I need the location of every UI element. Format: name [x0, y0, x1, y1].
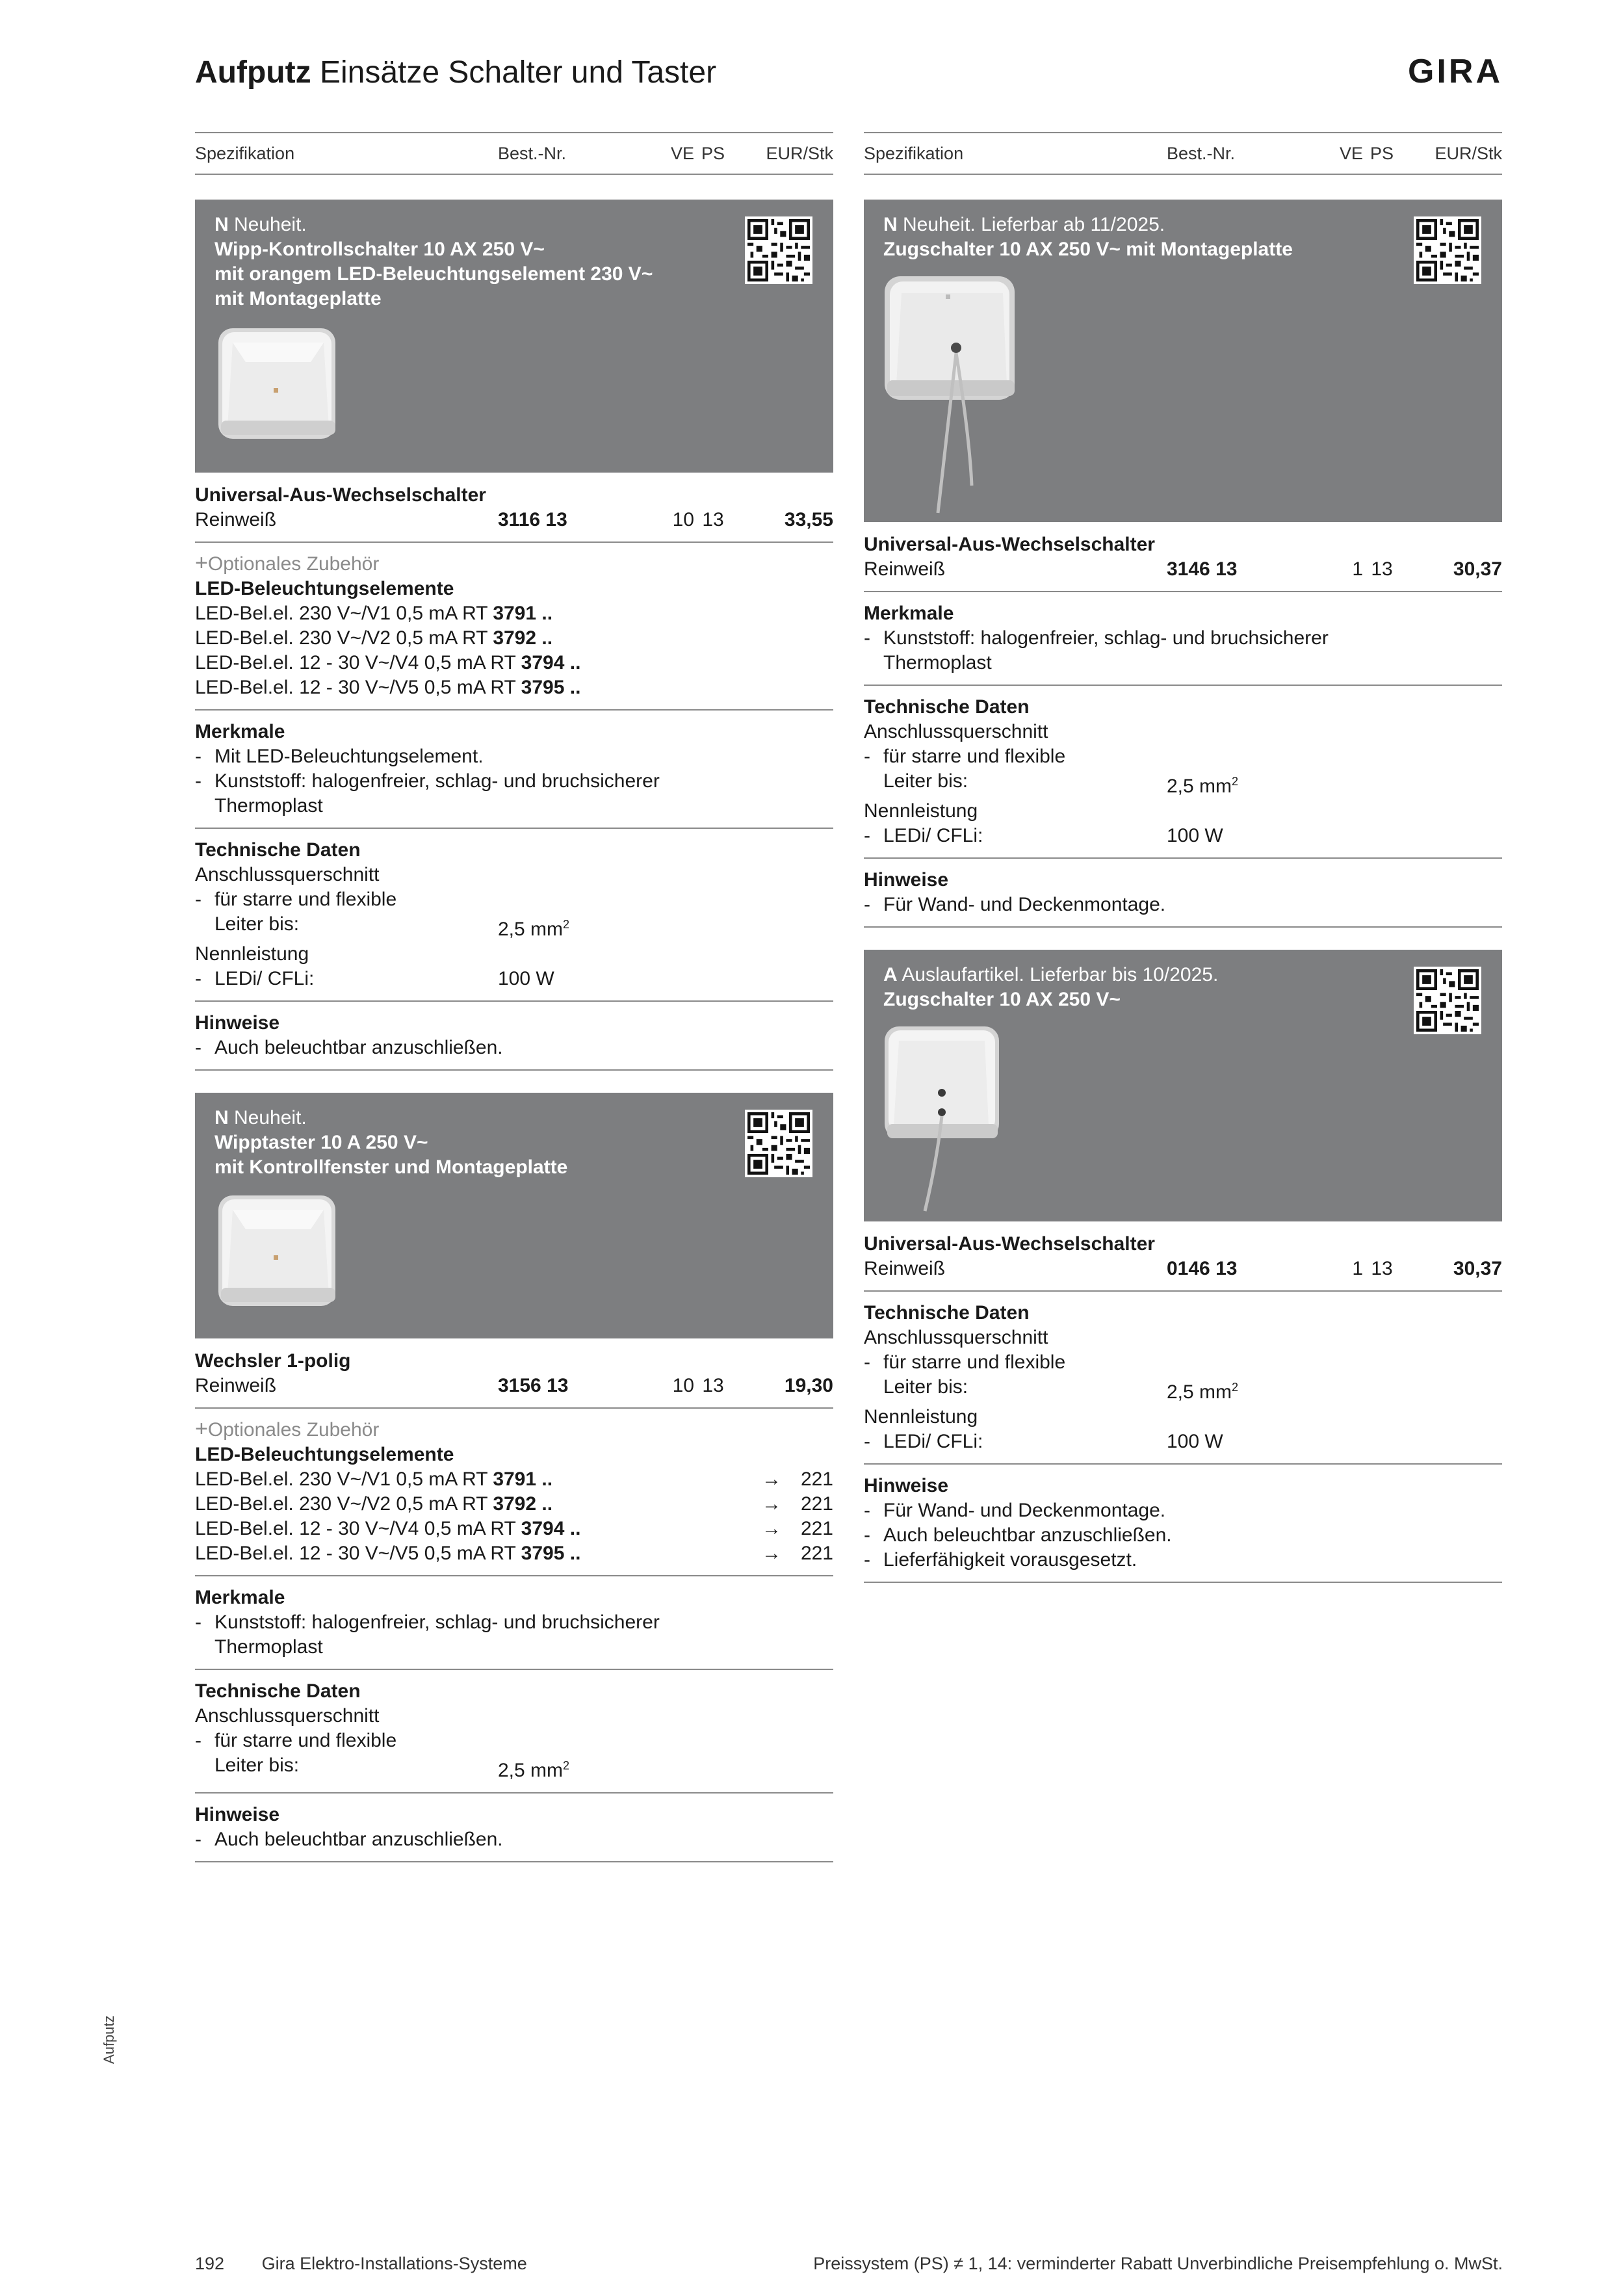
- page-ref-link[interactable]: 221: [800, 1468, 833, 1490]
- ps-value: 13: [702, 1375, 724, 1396]
- qr-code-icon[interactable]: [745, 1110, 812, 1177]
- tech-section: [195, 1670, 833, 1794]
- notes-section: [864, 1465, 1502, 1583]
- accessory-code: 3791 ..: [493, 1468, 553, 1490]
- optional-label-text: Optionales Zubehör: [207, 553, 380, 575]
- notes-section: [195, 1002, 833, 1071]
- feature-item: - Kunststoff: halogenfreier, schlag- und bruchsicherer: [864, 626, 1502, 651]
- page-title-rest: Einsätze Schalter und Taster: [319, 55, 717, 90]
- accessory-code: 3795 ..: [521, 1543, 581, 1564]
- feature-text: Thermoplast: [214, 1636, 323, 1658]
- page-number: 192: [195, 2254, 225, 2273]
- price: 30,37: [1453, 558, 1502, 580]
- product-row-block: [864, 522, 1502, 592]
- product-row-block: [195, 1338, 833, 1409]
- plus-icon: +: [195, 551, 208, 575]
- notes-title: Hinweise: [195, 1804, 280, 1825]
- status-badge: N: [214, 1107, 229, 1128]
- product-name-line: mit Montageplatte: [214, 288, 382, 309]
- status-text: Auslaufartikel. Lieferbar bis 10/2025.: [902, 964, 1219, 985]
- product-title: Wechsler 1-polig: [195, 1350, 351, 1372]
- product-row-block: [195, 473, 833, 543]
- product-panel-text: [883, 963, 1390, 1012]
- status-text: Neuheit.: [234, 1107, 307, 1128]
- product-image: [213, 1190, 343, 1314]
- tech-text: für starre und flexible: [883, 746, 1066, 767]
- variant: Reinweiß: [864, 1258, 946, 1279]
- ve-value: 1: [1352, 558, 1363, 580]
- accessory-text: LED-Bel.el. 12 - 30 V~/V5 0,5 mA RT: [195, 677, 521, 698]
- product-title: Universal-Aus-Wechselschalter: [195, 484, 486, 506]
- footer-left: [195, 2254, 527, 2274]
- feature-text: Kunststoff: halogenfreier, schlag- und bruchsicherer: [214, 770, 660, 792]
- variant: Reinweiß: [195, 1375, 277, 1396]
- accessory-text: LED-Bel.el. 230 V~/V2 0,5 mA RT: [195, 627, 493, 649]
- order-number: 3146 13: [1167, 558, 1238, 580]
- column-header: [195, 132, 833, 175]
- status-badge: A: [883, 964, 898, 985]
- price: 30,37: [1453, 1258, 1502, 1279]
- note-text: Auch beleuchtbar anzuschließen.: [214, 1037, 503, 1058]
- features-title: Merkmale: [864, 603, 954, 624]
- feature-text: Kunststoff: halogenfreier, schlag- und bruchsicherer: [883, 627, 1329, 649]
- tech-value: [498, 912, 569, 942]
- price: 19,30: [784, 1375, 833, 1396]
- tech-label: Anschlussquerschnitt: [864, 721, 1048, 742]
- feature-text: Mit LED-Beleuchtungselement.: [214, 746, 484, 767]
- feature-item: - Kunststoff: halogenfreier, schlag- und bruchsicherer: [195, 1610, 833, 1635]
- tech-key: Leiter bis:: [883, 770, 968, 792]
- note-item: - Für Wand- und Deckenmontage.: [864, 1498, 1502, 1523]
- feature-item: [195, 794, 833, 818]
- tech-value: [1167, 1375, 1238, 1405]
- optional-accessories: [195, 543, 833, 711]
- status-badge: N: [214, 214, 229, 235]
- tech-item: - für starre und flexible: [864, 1350, 1502, 1375]
- product-row-block: [864, 1221, 1502, 1292]
- tech-key: - LEDi/ CFLi:: [195, 968, 315, 989]
- page-ref-link[interactable]: 221: [800, 1518, 833, 1539]
- page-title-bold: Aufputz: [195, 55, 311, 90]
- accessory-item: [195, 651, 833, 675]
- tech-key: - LEDi/ CFLi:: [864, 825, 983, 846]
- tech-value: 100 W: [498, 968, 554, 989]
- notes-section: [864, 859, 1502, 928]
- product-name-line: Zugschalter 10 AX 250 V~ mit Montageplatte: [883, 239, 1293, 260]
- page-ref-link[interactable]: 221: [800, 1543, 833, 1564]
- col-price-label: EUR/Stk: [766, 143, 833, 163]
- note-text: Auch beleuchtbar anzuschließen.: [883, 1524, 1172, 1546]
- arrow-right-icon: →: [762, 1493, 781, 1515]
- tech-value-text: 2,5 mm: [1167, 776, 1232, 797]
- product-panel: [195, 200, 833, 473]
- accessory-item: [195, 1541, 833, 1566]
- tech-value-text: 2,5 mm: [498, 919, 564, 940]
- ve-value: 10: [672, 509, 694, 530]
- features-title: Merkmale: [195, 1587, 285, 1608]
- side-label: Aufputz: [101, 2015, 117, 2064]
- product-name-line: Wipp-Kontrollschalter 10 AX 250 V~: [214, 239, 545, 260]
- tech-value-sup: 2: [563, 918, 570, 931]
- tech-value: [1167, 769, 1238, 799]
- column-header: [864, 132, 1502, 175]
- tech-value-row: [195, 1753, 833, 1783]
- tech-label: Anschlussquerschnitt: [195, 864, 380, 885]
- status-badge: N: [883, 214, 898, 235]
- right-column: [864, 132, 1502, 1583]
- notes-title: Hinweise: [864, 869, 949, 891]
- tech-key: Leiter bis:: [214, 913, 300, 935]
- qr-code-icon[interactable]: [1414, 967, 1481, 1034]
- tech-section: [864, 686, 1502, 859]
- accessory-text: LED-Bel.el. 230 V~/V2 0,5 mA RT: [195, 1493, 493, 1515]
- optional-label: [195, 1416, 833, 1442]
- note-item: - Auch beleuchtbar anzuschließen.: [864, 1523, 1502, 1548]
- footer-company: Gira Elektro-Installations-Systeme: [261, 2254, 527, 2273]
- col-ve-label: VE: [1339, 143, 1363, 163]
- col-price-label: EUR/Stk: [1435, 143, 1502, 163]
- product-panel-text: [214, 213, 721, 311]
- feature-text: Thermoplast: [883, 652, 992, 673]
- tech-label: Nennleistung: [864, 1406, 978, 1428]
- col-ps-label: PS: [701, 143, 725, 163]
- status-text: Neuheit.: [234, 214, 307, 235]
- tech-value-sup: 2: [1232, 1381, 1239, 1394]
- tech-value: 100 W: [1167, 1431, 1223, 1452]
- ps-value: 13: [702, 509, 724, 530]
- arrow-right-icon: →: [762, 1518, 781, 1539]
- ve-value: 1: [1352, 1258, 1363, 1279]
- tech-section: [864, 1292, 1502, 1465]
- accessory-code: 3794 ..: [521, 1518, 581, 1539]
- tech-section: [195, 829, 833, 1002]
- order-number: 3156 13: [498, 1375, 569, 1396]
- footer-right: Preissystem (PS) ≠ 1, 14: verminderter Rabatt Unverbindliche Preisempfehlung o. MwSt.: [813, 2254, 1503, 2273]
- tech-item: - für starre und flexible: [864, 744, 1502, 769]
- col-ve-label: VE: [670, 143, 694, 163]
- product-name-line: Wipptaster 10 A 250 V~: [214, 1132, 428, 1153]
- col-best-label: Best.-Nr.: [498, 143, 567, 163]
- tech-key: Leiter bis:: [214, 1755, 300, 1776]
- tech-value: [498, 1753, 569, 1783]
- feature-item: - Mit LED-Beleuchtungselement.: [195, 744, 833, 769]
- accessory-code: 3792 ..: [493, 627, 553, 649]
- page-title: [195, 53, 716, 92]
- product-panel: [864, 200, 1502, 522]
- accessory-item: [195, 1467, 833, 1492]
- accessory-item: [195, 675, 833, 700]
- product-row: [864, 1257, 1502, 1281]
- tech-value-text: 2,5 mm: [498, 1760, 564, 1781]
- col-spec-label: Spezifikation: [864, 143, 964, 163]
- product-title: Universal-Aus-Wechselschalter: [864, 1233, 1155, 1255]
- note-item: - Für Wand- und Deckenmontage.: [864, 893, 1502, 917]
- plus-icon: +: [195, 1416, 208, 1441]
- product-panel: [864, 950, 1502, 1221]
- optional-accessories: [195, 1409, 833, 1576]
- variant: Reinweiß: [195, 509, 277, 530]
- accessory-text: LED-Bel.el. 12 - 30 V~/V5 0,5 mA RT: [195, 1543, 521, 1564]
- qr-code-icon[interactable]: [1414, 216, 1481, 284]
- product-name-line: mit Kontrollfenster und Montageplatte: [214, 1156, 568, 1178]
- tech-key-text: LEDi/ CFLi:: [883, 825, 983, 846]
- col-best-label: Best.-Nr.: [1167, 143, 1236, 163]
- tech-value-sup: 2: [563, 1759, 570, 1772]
- tech-title: Technische Daten: [195, 839, 361, 861]
- accessory-item: [195, 626, 833, 651]
- product-row: [195, 508, 833, 532]
- tech-label: Anschlussquerschnitt: [195, 1705, 380, 1727]
- order-number: 0146 13: [1167, 1258, 1238, 1279]
- tech-value-row: [864, 769, 1502, 799]
- qr-code-icon[interactable]: [745, 216, 812, 284]
- product-panel-text: [883, 213, 1390, 262]
- tech-value-row: [864, 1429, 1502, 1454]
- product-row: [864, 557, 1502, 582]
- col-spec-label: Spezifikation: [195, 143, 295, 163]
- note-item: - Auch beleuchtbar anzuschließen.: [195, 1827, 833, 1852]
- order-number: 3116 13: [498, 509, 567, 530]
- tech-label: Nennleistung: [864, 800, 978, 822]
- notes-section: [195, 1794, 833, 1862]
- tech-item: - für starre und flexible: [195, 887, 833, 912]
- notes-title: Hinweise: [195, 1012, 280, 1034]
- features-section: [195, 711, 833, 829]
- product-row: [195, 1374, 833, 1398]
- accessory-code: 3791 ..: [493, 603, 553, 624]
- accessory-code: 3794 ..: [521, 652, 581, 673]
- accessory-text: LED-Bel.el. 12 - 30 V~/V4 0,5 mA RT: [195, 1518, 521, 1539]
- accessory-text: LED-Bel.el. 230 V~/V1 0,5 mA RT: [195, 1468, 493, 1490]
- arrow-right-icon: →: [762, 1468, 781, 1490]
- product-name-line: Zugschalter 10 AX 250 V~: [883, 989, 1121, 1010]
- note-text: Auch beleuchtbar anzuschließen.: [214, 1829, 503, 1850]
- accessory-item: [195, 601, 833, 626]
- tech-key-text: LEDi/ CFLi:: [214, 968, 315, 989]
- optional-label: [195, 551, 833, 577]
- accessory-code: 3792 ..: [493, 1493, 553, 1515]
- tech-value-row: [864, 1375, 1502, 1405]
- brand-logo: GIRA: [1408, 53, 1503, 90]
- tech-item: - für starre und flexible: [195, 1729, 833, 1753]
- feature-item: [864, 651, 1502, 675]
- feature-text: Kunststoff: halogenfreier, schlag- und bruchsicherer: [214, 1611, 660, 1633]
- note-text: Für Wand- und Deckenmontage.: [883, 894, 1166, 915]
- features-title: Merkmale: [195, 721, 285, 742]
- product-title: Universal-Aus-Wechselschalter: [864, 534, 1155, 555]
- feature-item: - Kunststoff: halogenfreier, schlag- und bruchsicherer: [195, 769, 833, 794]
- price: 33,55: [784, 509, 833, 530]
- tech-title: Technische Daten: [864, 1302, 1030, 1324]
- tech-value-row: [864, 824, 1502, 848]
- accessory-item: [195, 1517, 833, 1541]
- tech-text: für starre und flexible: [214, 889, 397, 910]
- product-panel: [195, 1093, 833, 1338]
- tech-value-sup: 2: [1232, 775, 1239, 788]
- tech-label: Nennleistung: [195, 943, 309, 965]
- tech-text: für starre und flexible: [883, 1351, 1066, 1373]
- tech-value: 100 W: [1167, 825, 1223, 846]
- status-text: Neuheit. Lieferbar ab 11/2025.: [903, 214, 1165, 235]
- variant: Reinweiß: [864, 558, 946, 580]
- tech-title: Technische Daten: [864, 696, 1030, 718]
- tech-key-text: LEDi/ CFLi:: [883, 1431, 983, 1452]
- note-text: Lieferfähigkeit vorausgesetzt.: [883, 1549, 1137, 1571]
- arrow-right-icon: →: [762, 1543, 781, 1564]
- ve-value: 10: [672, 1375, 694, 1396]
- accessory-group-title: LED-Beleuchtungselemente: [195, 578, 454, 599]
- product-name-line: mit orangem LED-Beleuchtungselement 230 V~: [214, 263, 653, 285]
- tech-value-row: [195, 912, 833, 942]
- page-ref-link[interactable]: 221: [800, 1493, 833, 1515]
- note-text: Für Wand- und Deckenmontage.: [883, 1500, 1166, 1521]
- tech-value-text: 2,5 mm: [1167, 1381, 1232, 1403]
- feature-item: [195, 1635, 833, 1660]
- left-column: [195, 132, 833, 1862]
- tech-label: Anschlussquerschnitt: [864, 1327, 1048, 1348]
- notes-title: Hinweise: [864, 1475, 949, 1496]
- tech-text: für starre und flexible: [214, 1730, 397, 1751]
- feature-text: Thermoplast: [214, 795, 323, 816]
- note-item: - Lieferfähigkeit vorausgesetzt.: [864, 1548, 1502, 1572]
- tech-key: Leiter bis:: [883, 1376, 968, 1398]
- accessory-item: [195, 1492, 833, 1517]
- note-item: - Auch beleuchtbar anzuschließen.: [195, 1036, 833, 1060]
- tech-title: Technische Daten: [195, 1680, 361, 1702]
- tech-value-row: [195, 967, 833, 991]
- features-section: [864, 592, 1502, 686]
- product-image: [879, 271, 1022, 518]
- features-section: [195, 1576, 833, 1670]
- product-panel-text: [214, 1106, 721, 1180]
- optional-label-text: Optionales Zubehör: [207, 1419, 380, 1441]
- product-image: [213, 323, 343, 447]
- accessory-group-title: LED-Beleuchtungselemente: [195, 1444, 454, 1465]
- ps-value: 13: [1371, 558, 1393, 580]
- accessory-code: 3795 ..: [521, 677, 581, 698]
- col-ps-label: PS: [1370, 143, 1394, 163]
- product-image: [879, 1021, 1009, 1216]
- ps-value: 13: [1371, 1258, 1393, 1279]
- accessory-text: LED-Bel.el. 230 V~/V1 0,5 mA RT: [195, 603, 493, 624]
- accessory-text: LED-Bel.el. 12 - 30 V~/V4 0,5 mA RT: [195, 652, 521, 673]
- tech-key: - LEDi/ CFLi:: [864, 1431, 983, 1452]
